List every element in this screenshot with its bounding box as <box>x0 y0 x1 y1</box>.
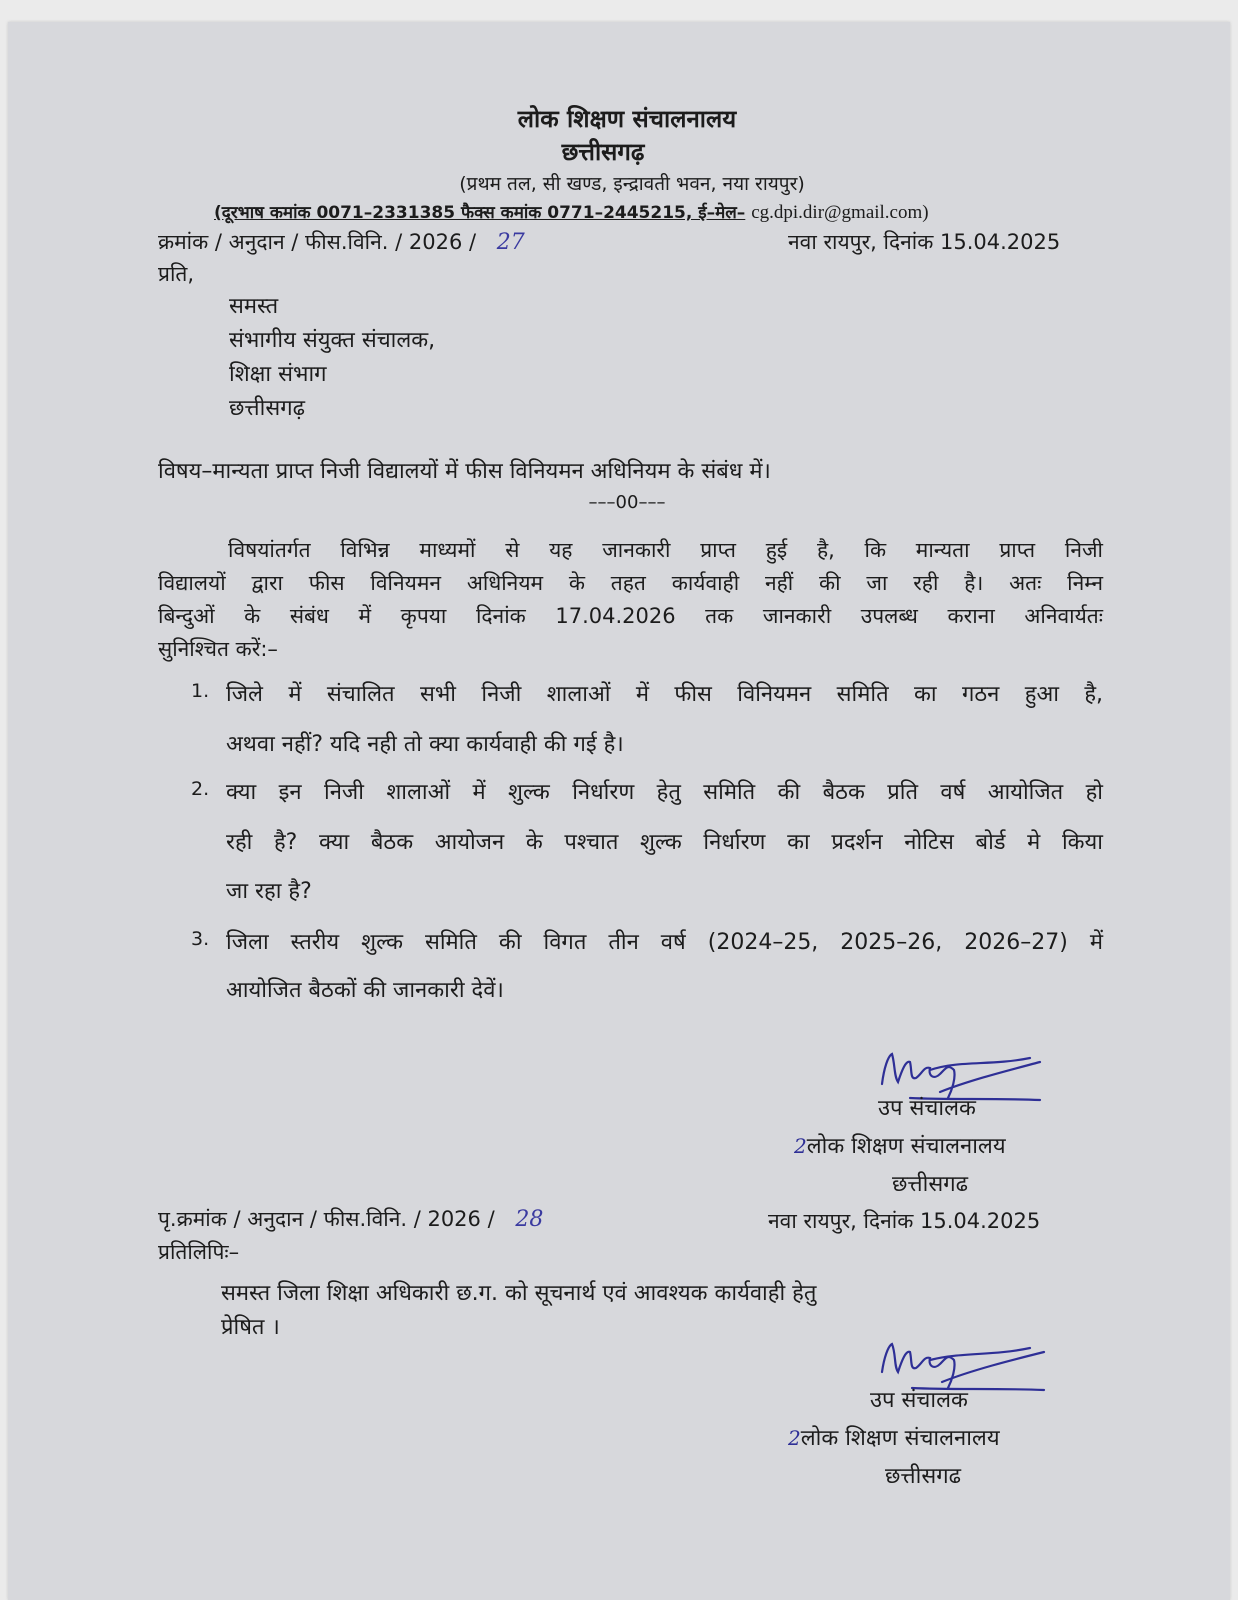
signatory-office-name: लोक शिक्षण संचालनालय <box>800 1426 1000 1451</box>
copy-text-line: प्रेषित । <box>221 1315 280 1340</box>
subject-line: विषय–मान्यता प्राप्त निजी विद्यालयों में फीस विनियमन अधिनियम के संबंध में। <box>158 459 771 484</box>
point-number: 2. <box>191 778 210 800</box>
body-paragraph-line: विद्यालयों द्वारा फीस विनियमन अधिनियम के तहत कार्यवाही नहीं की जा रही है। अतः निम्न <box>158 571 1103 595</box>
org-name: लोक शिक्षण संचालनालय <box>517 105 737 133</box>
addressee-line: संभागीय संयुक्त संचालक, <box>229 328 436 353</box>
point-line: अथवा नहीं? यदि नही तो क्या कार्यवाही की गई है। <box>226 732 624 757</box>
point-number: 3. <box>191 928 210 950</box>
copy-label: प्रतिलिपिः– <box>158 1240 240 1264</box>
point-line: आयोजित बैठकों की जानकारी देवें। <box>226 978 504 1003</box>
signatory-office-name: लोक शिक्षण संचालनालय <box>806 1134 1006 1159</box>
office-mark-handwritten: 2 <box>794 1134 807 1158</box>
office-address: (प्रथम तल, सी खण्ड, इन्द्रावती भवन, नया रायपुर) <box>459 173 805 195</box>
addressee-line: छत्तीसगढ़ <box>229 396 305 421</box>
body-paragraph-line: विषयांतर्गत विभिन्न माध्यमों से यह जानकारी प्राप्त हुई है, कि मान्यता प्राप्त निजी <box>228 538 1103 562</box>
document-page <box>8 22 1230 1600</box>
signatory-office <box>794 1130 1006 1160</box>
body-paragraph-line: सुनिश्चित करें:– <box>158 637 278 661</box>
contact-email: cg.dpi.dir@gmail.com) <box>751 202 929 223</box>
endorsement-number-printed: पृ.क्रमांक / अनुदान / फीस.विनि. / 2026 / <box>158 1207 495 1231</box>
point-line: रही है? क्या बैठक आयोजन के पश्चात शुल्क निर्धारण का प्रदर्शन नोटिस बोर्ड मे किया <box>226 830 1103 855</box>
addressee-block <box>229 290 435 426</box>
point-line: जिला स्तरीय शुल्क समिति की विगत तीन वर्ष (2024–25, 2025–26, 2026–27) में <box>226 930 1103 955</box>
signatory-designation: उप संचालक <box>870 1388 968 1413</box>
copy-text-line: समस्त जिला शिक्षा अधिकारी छ.ग. को सूचनार्थ एवं आवश्यक कार्यवाही हेतु <box>221 1281 817 1306</box>
reference-number-handwritten: 27 <box>496 230 525 255</box>
addressee-line: शिक्षा संभाग <box>229 362 327 387</box>
point-line: क्या इन निजी शालाओं में शुल्क निर्धारण हेतु समिति की बैठक प्रति वर्ष आयोजित हो <box>226 780 1103 805</box>
signatory-designation: उप संचालक <box>878 1096 976 1121</box>
endorsement-number-handwritten: 28 <box>515 1207 544 1232</box>
body-paragraph-line: बिन्दुओं के संबंध में कृपया दिनांक 17.04.2026 तक जानकारी उपलब्ध कराना अनिवार्यतः <box>158 604 1103 628</box>
point-number: 1. <box>191 680 210 702</box>
contact-line <box>214 200 929 224</box>
point-line: जिले में संचालित सभी निजी शालाओं में फीस विनियमन समिति का गठन हुआ है, <box>226 682 1103 707</box>
signatory-state: छत्तीसगढ <box>892 1172 968 1197</box>
addressee-line: समस्त <box>229 294 279 319</box>
reference-number <box>158 228 525 256</box>
endorsement-place-date: नवा रायपुर, दिनांक 15.04.2025 <box>768 1209 1041 1233</box>
reference-place-date: नवा रायपुर, दिनांक 15.04.2025 <box>788 230 1061 254</box>
office-mark-handwritten: 2 <box>788 1426 801 1450</box>
endorsement-number <box>158 1205 543 1233</box>
state-heading: छत्तीसगढ़ <box>561 138 645 166</box>
to-label: प्रति, <box>158 262 195 286</box>
signatory-office <box>788 1422 1000 1452</box>
contact-phone-fax: (दूरभाष कमांक 0071–2331385 फैक्स कमांक 0771–2445215, ई–मेल– <box>214 203 746 223</box>
reference-number-printed: क्रमांक / अनुदान / फीस.विनि. / 2026 / <box>158 230 477 254</box>
signatory-state: छत्तीसगढ <box>885 1464 961 1489</box>
subject-separator: –––00––– <box>588 492 666 513</box>
point-line: जा रहा है? <box>226 879 312 904</box>
